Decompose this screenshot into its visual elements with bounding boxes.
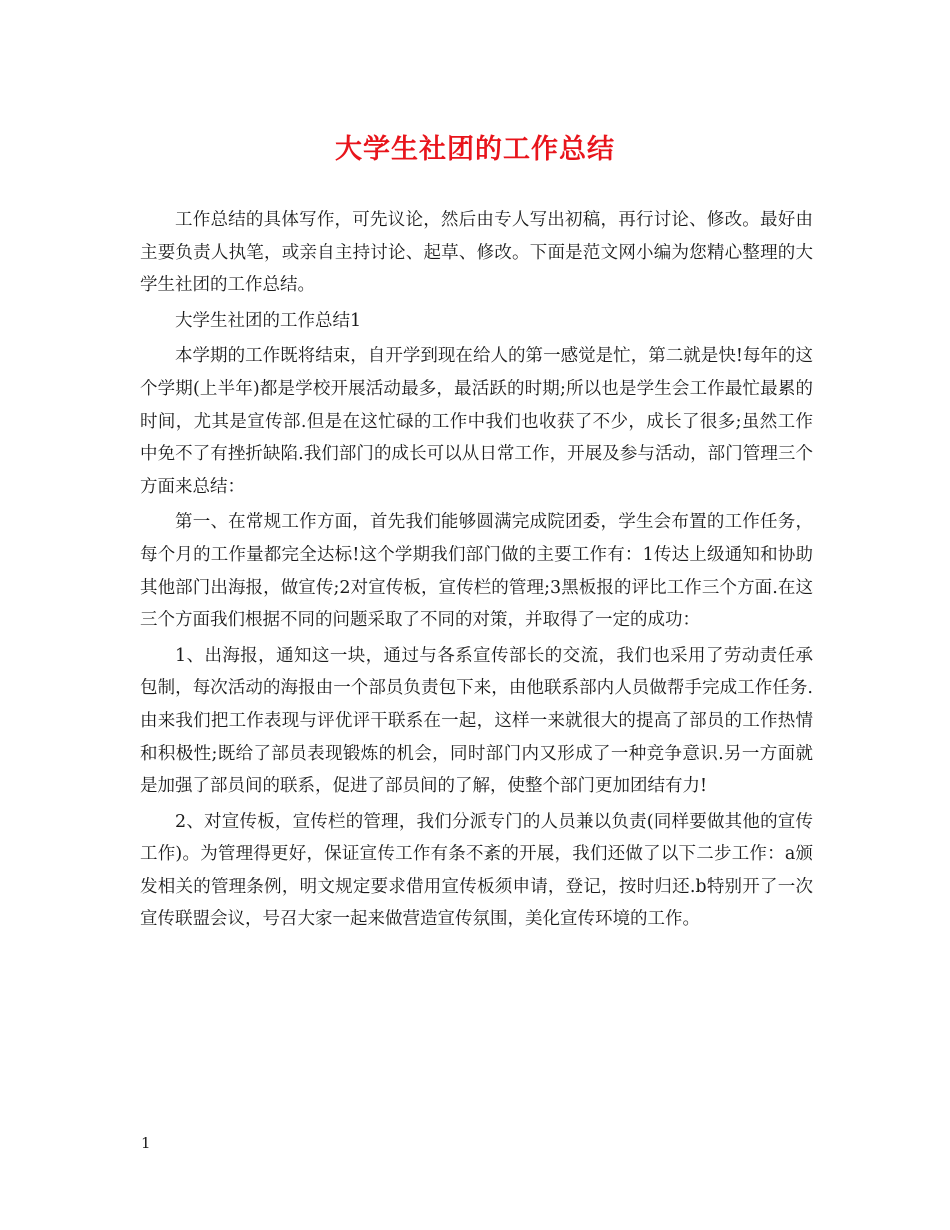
body-paragraph: 第一、在常规工作方面，首先我们能够圆满完成院团委，学生会布置的工作任务，每个月的工作量都完全达标!这个学期我们部门做的主要工作有：1传达上级通知和协助其他部门出海报，做宣传;2对宣传板，宣传栏的管理;3黑板报的评比工作三个方面.在这三个方面我们根据不同的问题采取了不同的对策，并取得了一定的成功：: [140, 512, 813, 631]
body-paragraph: 1、出海报，通知这一块，通过与各系宣传部长的交流，我们也采用了劳动责任承包制，每次活动的海报由一个部员负责包下来，由他联系部内人员做帮手完成工作任务.由来我们把工作表现与评优评干联系在一起，这样一来就很大的提高了部员的工作热情和积极性;既给了部员表现锻炼的机会，同时部门内又形成了一种竞争意识.另一方面就是加强了部员间的联系，促进了部员间的了解，使整个部门更加团结有力!: [140, 645, 813, 797]
document-title: 大学生社团的工作总结: [335, 134, 615, 165]
intro-paragraph: 工作总结的具体写作，可先议论，然后由专人写出初稿，再行讨论、修改。最好由主要负责人执笔，或亲自主持讨论、起草、修改。下面是范文网小编为您精心整理的大学生社团的工作总结。: [140, 210, 813, 296]
section-heading: 大学生社团的工作总结1: [175, 310, 362, 331]
body-paragraph: 本学期的工作既将结束，自开学到现在给人的第一感觉是忙，第二就是快!每年的这个学期(上半年)都是学校开展活动最多，最活跃的时期;所以也是学生会工作最忙最累的时间，尤其是宣传部.但是在这忙碌的工作中我们也收获了不少，成长了很多;虽然工作中免不了有挫折缺陷.我们部门的成长可以从日常工作，开展及参与活动，部门管理三个方面来总结：: [140, 346, 813, 497]
body-paragraph: 2、对宣传板，宣传栏的管理，我们分派专门的人员兼以负责(同样要做其他的宣传工作)。为管理得更好，保证宣传工作有条不紊的开展，我们还做了以下二步工作：a颁发相关的管理条例，明文规定要求借用宣传板须申请，登记，按时归还.b特别开了一次宣传联盟会议，号召大家一起来做营造宣传氛围，美化宣传环境的工作。: [140, 811, 813, 930]
document-body: [140, 204, 813, 939]
page-number: 1: [141, 1134, 151, 1152]
